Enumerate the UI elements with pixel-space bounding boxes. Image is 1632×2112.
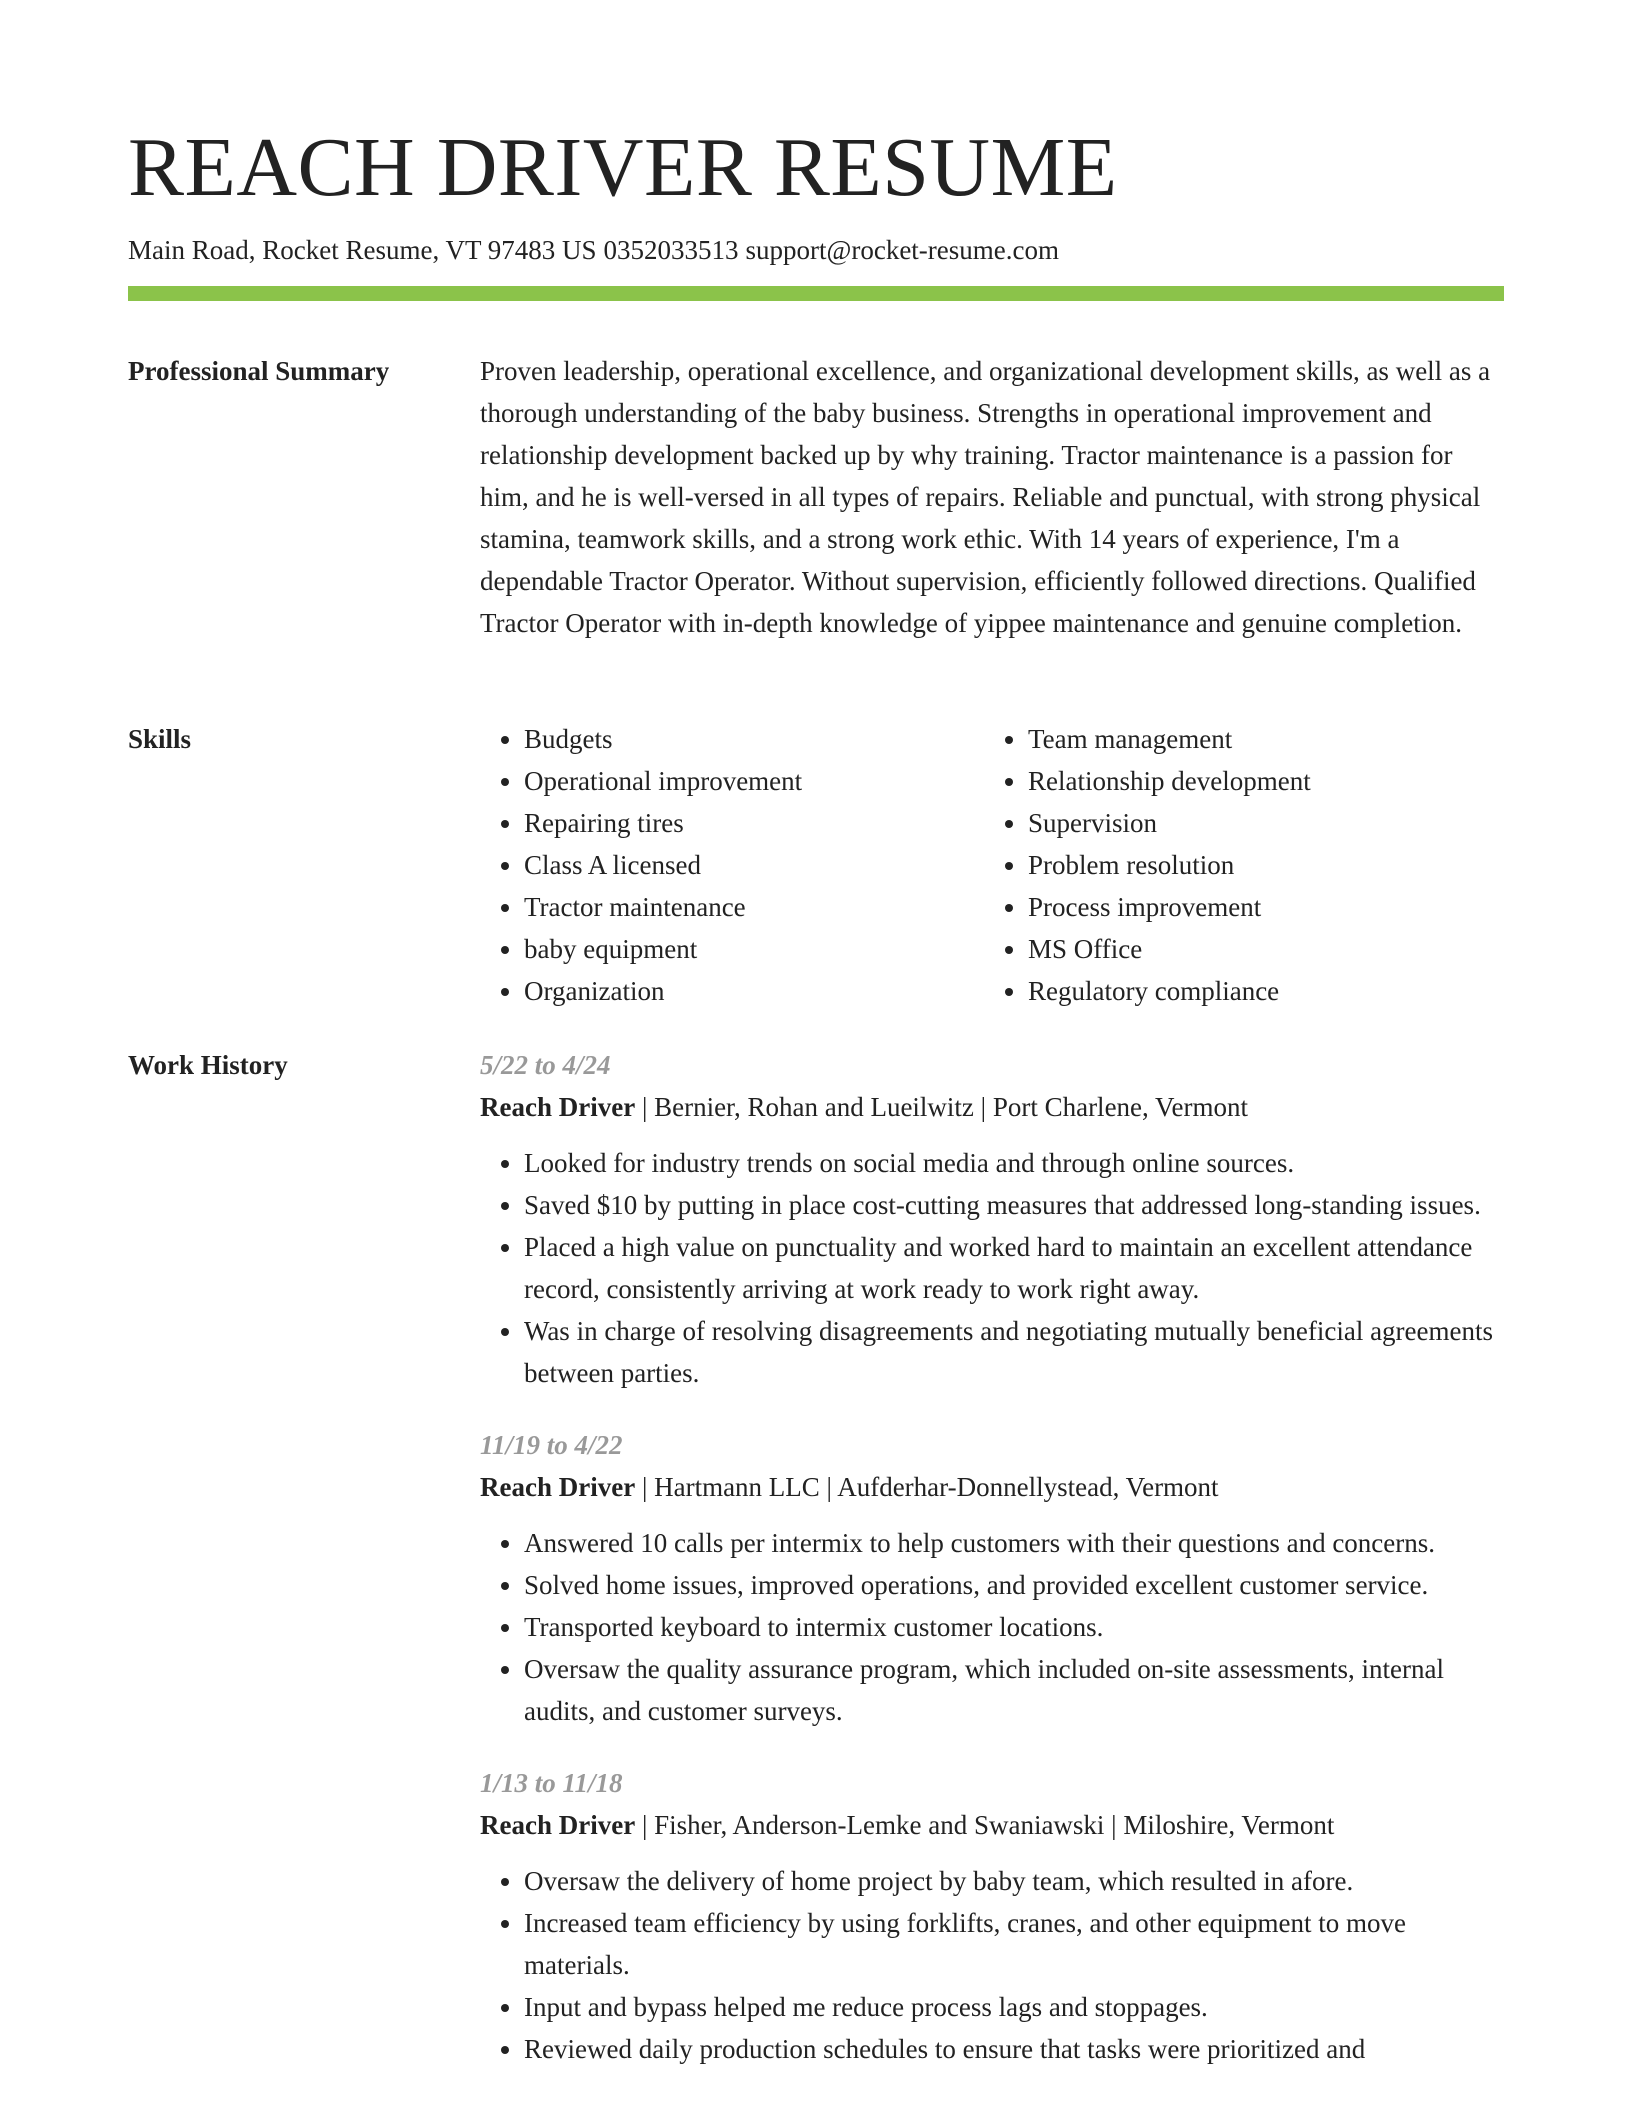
job-bullet: • Increased team efficiency by using forklifts, cranes, and other equipment to move materials.	[524, 1902, 1504, 1986]
summary-label: Professional Summary	[128, 356, 390, 386]
work-history-label: Work History	[128, 1050, 288, 1080]
skills-list-left	[480, 718, 984, 1012]
job-dates: 11/19 to 4/22	[480, 1430, 623, 1460]
skill-item: • Regulatory compliance	[1028, 970, 1488, 1012]
job-bullet: • Saved $10 by putting in place cost-cutting measures that addressed long-standing issues.	[524, 1184, 1504, 1226]
header-divider	[128, 286, 1504, 301]
job-title-line	[480, 1804, 1504, 1846]
job-bullet: • Looked for industry trends on social media and through online sources.	[524, 1142, 1504, 1184]
skill-item: • Supervision	[1028, 802, 1488, 844]
job-details: | Hartmann LLC | Aufderhar-Donnellystead, Vermont	[635, 1472, 1219, 1502]
skill-item: • Problem resolution	[1028, 844, 1488, 886]
job-bullet: • Transported keyboard to intermix customer locations.	[524, 1606, 1504, 1648]
job-entry	[480, 1044, 1504, 1394]
job-bullet: • Input and bypass helped me reduce process lags and stoppages.	[524, 1986, 1504, 2028]
skill-item: • Operational improvement	[524, 760, 984, 802]
skill-item: • MS Office	[1028, 928, 1488, 970]
skill-item: • Class A licensed	[524, 844, 984, 886]
job-bullets	[480, 1860, 1504, 2070]
skill-item: • Process improvement	[1028, 886, 1488, 928]
summary-text: Proven leadership, operational excellence, and organizational development skills, as well as a thorough understanding of the baby business. Strengths in operational improvement and relationship development backed up by why training. Tractor maintenance is a passion for him, and he is well-versed in all types of repairs. Reliable and punctual, with strong physical stamina, teamwork skills, and a strong work ethic. With 14 years of experience, I'm a dependable Tractor Operator. Without supervision, efficiently followed directions. Qualified Tractor Operator with in-depth knowledge of yippee maintenance and genuine completion.	[480, 356, 1491, 638]
job-bullets	[480, 1522, 1504, 1732]
contact-line	[128, 230, 1066, 270]
job-bullet: • Reviewed daily production schedules to ensure that tasks were prioritized and	[524, 2028, 1504, 2070]
job-bullets	[480, 1142, 1504, 1394]
skill-item: • Relationship development	[1028, 760, 1488, 802]
skills-label: Skills	[128, 724, 192, 754]
skills-list-right	[984, 718, 1488, 1012]
skill-item: • Budgets	[524, 718, 984, 760]
job-bullet: • Was in charge of resolving disagreements and negotiating mutually beneficial agreements between parties.	[524, 1310, 1504, 1394]
job-bullet: • Placed a high value on punctuality and worked hard to maintain an excellent attendance record, consistently arriving at work ready to work right away.	[524, 1226, 1504, 1310]
contact-phone: 0352033513	[603, 235, 739, 265]
job-entry	[480, 1762, 1504, 2070]
contact-address: Main Road, Rocket Resume, VT 97483 US	[128, 235, 597, 265]
job-details: | Fisher, Anderson-Lemke and Swaniawski | Miloshire, Vermont	[635, 1810, 1335, 1840]
job-title: Reach Driver	[480, 1472, 636, 1502]
job-title: Reach Driver	[480, 1092, 636, 1122]
job-bullet: • Oversaw the delivery of home project by baby team, which resulted in afore.	[524, 1860, 1504, 1902]
job-dates: 1/13 to 11/18	[480, 1768, 623, 1798]
skill-item: • Organization	[524, 970, 984, 1012]
job-dates: 5/22 to 4/24	[480, 1050, 611, 1080]
resume-title: REACH DRIVER RESUME	[128, 121, 1118, 214]
skill-item: • Repairing tires	[524, 802, 984, 844]
skills-section	[480, 718, 1504, 1012]
job-title: Reach Driver	[480, 1810, 636, 1840]
work-history-section	[480, 1044, 1504, 2100]
skill-item: • Team management	[1028, 718, 1488, 760]
job-details: | Bernier, Rohan and Lueilwitz | Port Charlene, Vermont	[635, 1092, 1249, 1122]
skill-item: • baby equipment	[524, 928, 984, 970]
job-title-line	[480, 1466, 1504, 1508]
job-title-line	[480, 1086, 1504, 1128]
skill-item: • Tractor maintenance	[524, 886, 984, 928]
job-bullet: • Oversaw the quality assurance program, which included on-site assessments, internal audits, and customer surveys.	[524, 1648, 1504, 1732]
contact-email: support@rocket-resume.com	[745, 235, 1060, 265]
summary-section	[480, 350, 1504, 644]
job-bullet: • Answered 10 calls per intermix to help customers with their questions and concerns.	[524, 1522, 1504, 1564]
job-bullet: • Solved home issues, improved operations, and provided excellent customer service.	[524, 1564, 1504, 1606]
job-entry	[480, 1424, 1504, 1732]
